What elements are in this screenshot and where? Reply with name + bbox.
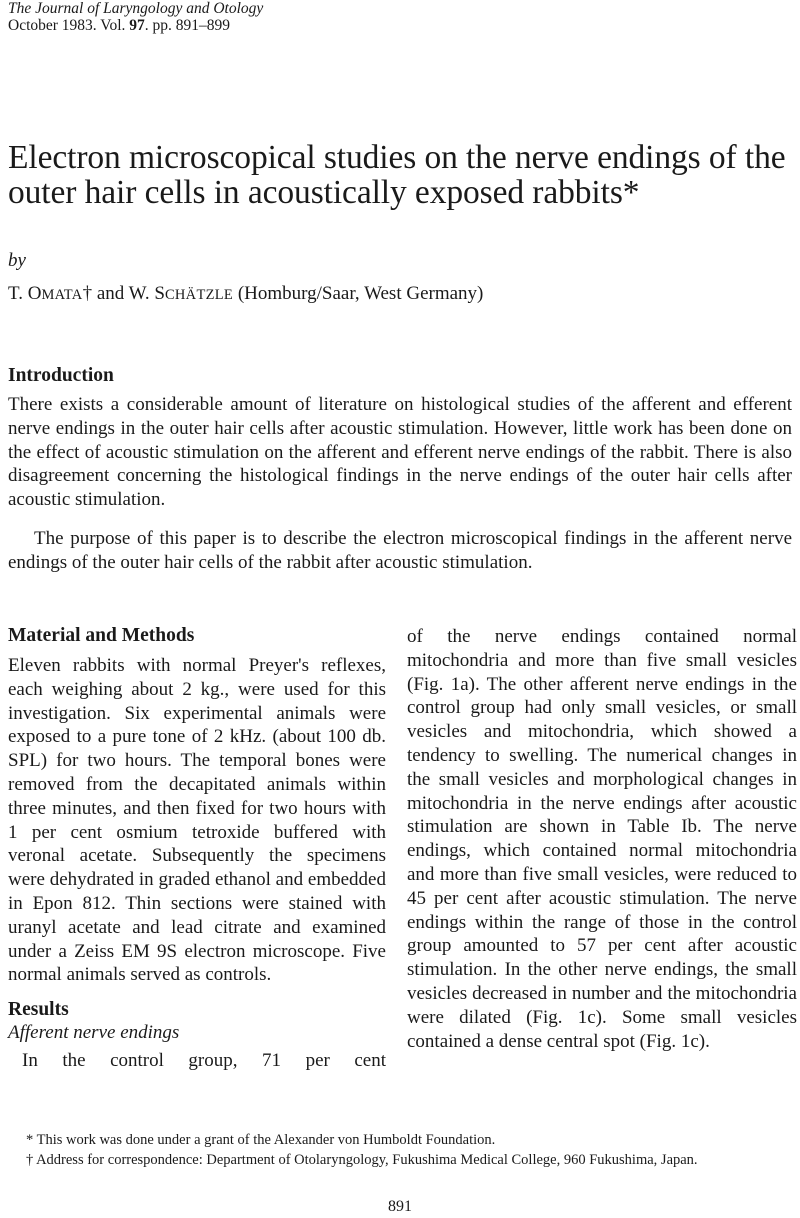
author2-rest: CHÄTZLE xyxy=(164,287,234,303)
results-subheading: Afferent nerve endings xyxy=(8,1022,180,1043)
footnote-funding: * This work was done under a grant of the Alexander von Humboldt Foundation. xyxy=(26,1132,496,1148)
methods-paragraph: Eleven rabbits with normal Preyer's reflexes, each weighing about 2 kg., were used for this investigation. Six experimental animals were exposed to a pure tone of 2 kHz. (about 100 db. SPL) for two hours. The temporal bones were removed from the decapitated animals within three minutes, and then fixed for two hours with 1 per cent osmium tetroxide buffered with veronal acetate. Subsequently the specimens were dehydrated in graded ethanol and embedded in Epon 812. Thin sections were stained with uranyl acetate and lead citrate and examined under a Zeiss EM 9S electron microscope. Five normal animals served as controls. xyxy=(8,655,386,986)
introduction-paragraph-1: There exists a considerable amount of literature on histological studies of the afferent and efferent nerve endings in the outer hair cells after acoustic stimulation. However, little work has been done on the effect of acoustic stimulation on the afferent and efferent nerve endings of the rabbit. There is also disagreement concerning the histological findings in the nerve endings of the outer hair cells after acoustic stimulation. xyxy=(8,394,792,511)
journal-header xyxy=(8,0,263,34)
affiliation: (Homburg/Saar, West Germany) xyxy=(233,283,484,304)
byline-by: by xyxy=(8,250,26,271)
results-continued-paragraph: of the nerve endings contained normal mitochondria and more than five small vesicles (Fig. 1a). The other afferent nerve endings in the control group had only small vesicles, or small vesicles and mitochondria, which showed a tendency to swelling. The numerical changes in the small vesicles and morphological changes in mitochondria in the nerve endings after acoustic stimulation are shown in Table Ib. The nerve endings, which contained normal mitochondria and more than five small vesicles, were reduced to 45 per cent after acoustic stimulation. The nerve endings within the range of those in the control group amounted to 57 per cent after acoustic stimulation. In the other nerve endings, the small vesicles decreased in number and the mitochondria were dilated (Fig. 1c). Some small vesicles contained a dense central spot (Fig. 1c). xyxy=(407,626,797,1052)
author-and: and xyxy=(92,283,129,304)
page-range: . pp. 891–899 xyxy=(144,17,231,34)
results-heading: Results xyxy=(8,999,69,1020)
journal-title: The Journal of Laryngology and Otology xyxy=(8,0,264,17)
author1-cap: O xyxy=(27,283,42,304)
article-title: Electron microscopical studies on the nerve endings of the outer hair cells in acoustically exposed rabbits* xyxy=(8,139,786,211)
results-paragraph: In the control group, 71 per cent xyxy=(22,1050,386,1071)
methods-heading: Material and Methods xyxy=(8,625,195,646)
author1-rest: MATA xyxy=(41,287,83,303)
author2-cap: S xyxy=(154,283,165,304)
issue-info xyxy=(8,17,263,34)
author1-initial: T. xyxy=(8,283,28,304)
footnote-correspondence: † Address for correspondence: Department of Otolaryngology, Fukushima Medical College, 960 Fukushima, Japan. xyxy=(26,1152,698,1168)
author-line xyxy=(8,283,483,305)
volume-number: 97 xyxy=(129,17,145,34)
author2-initial: W. xyxy=(128,283,155,304)
page-number: 891 xyxy=(388,1198,412,1215)
introduction-paragraph-2: The purpose of this paper is to describe the electron microscopical findings in the afferent nerve endings of the outer hair cells of the rabbit after acoustic stimulation. xyxy=(8,528,792,573)
introduction-heading: Introduction xyxy=(8,365,114,386)
author1-dagger: † xyxy=(82,283,93,304)
issue-prefix: October 1983. Vol. xyxy=(8,17,130,34)
